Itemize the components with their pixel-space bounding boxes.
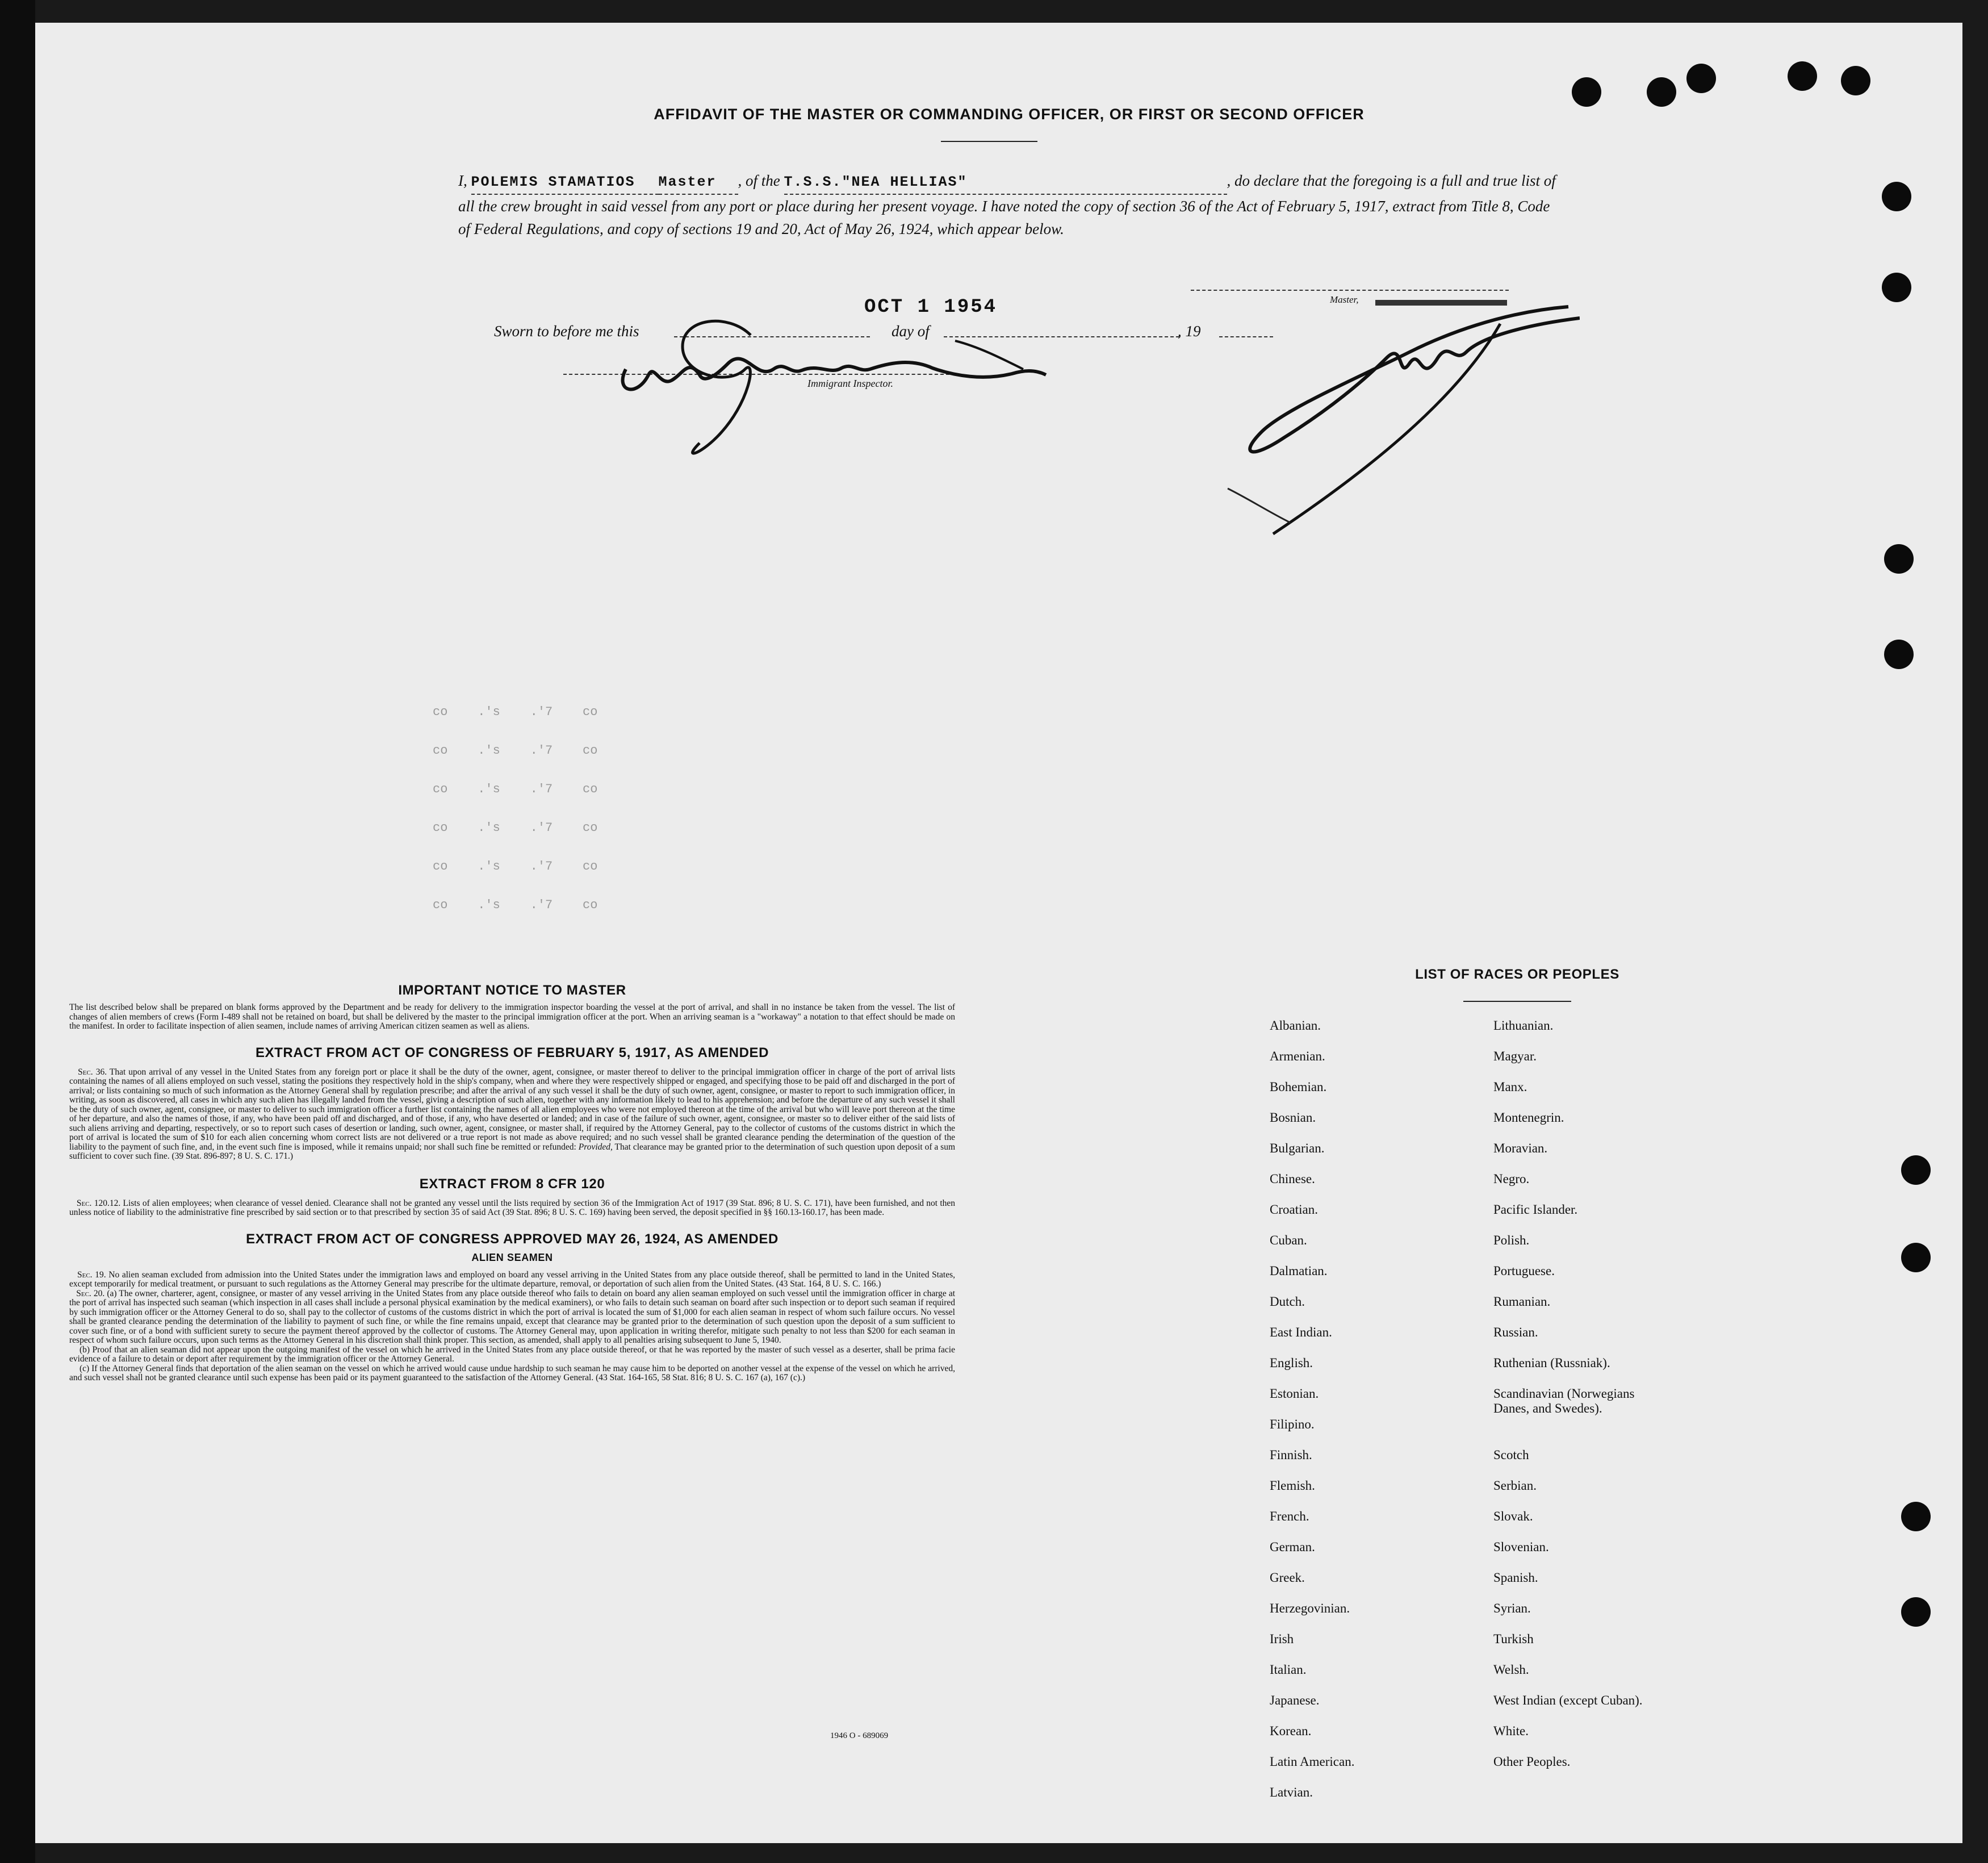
race-item: Latin American. <box>1270 1755 1355 1769</box>
race-item: West Indian (except Cuban). <box>1493 1693 1643 1707</box>
day-of-text: day of <box>892 323 930 340</box>
scan-background <box>0 0 35 1863</box>
vessel-name: T.S.S."NEA HELLIAS" <box>784 174 968 190</box>
declaration-paragraph <box>458 169 1566 240</box>
races-right-column <box>1493 1018 1643 1785</box>
extract-1924-sec20b: (b) Proof that an alien seaman did not appear upon the outgoing manifest of the vessel on which he arrived in the United States from any place outside thereof, or that he was reported by the master of such vessel as a deserter, shall be prima facie evidence of a failure to detain or deport after requirement by the immigration officer or the Attorney General. <box>69 1344 955 1364</box>
extract-cfr-title: EXTRACT FROM 8 CFR 120 <box>419 1176 605 1192</box>
race-item: Filipino. <box>1270 1417 1315 1431</box>
race-item: English. <box>1270 1356 1313 1370</box>
race-item: Magyar. <box>1493 1049 1537 1063</box>
punch-hole <box>1884 544 1914 574</box>
race-item: Chinese. <box>1270 1172 1315 1186</box>
race-item: Lithuanian. <box>1493 1018 1554 1033</box>
race-item: Rumanian. <box>1493 1294 1551 1309</box>
race-item: Armenian. <box>1270 1049 1325 1063</box>
race-item: French. <box>1270 1509 1309 1523</box>
extract-1924-title: EXTRACT FROM ACT OF CONGRESS APPROVED MAY 26, 1924, AS AMENDED <box>246 1231 779 1247</box>
punch-hole <box>1882 273 1911 302</box>
race-item: Welsh. <box>1493 1663 1529 1677</box>
master-signature <box>1216 290 1580 540</box>
extract-1924-subtitle: ALIEN SEAMEN <box>471 1251 553 1263</box>
legal-text-column <box>69 983 955 1383</box>
notice-text: The list described below shall be prepared on blank forms approved by the Department and be ready for delivery to the immigration inspector boarding the vessel at the port of arrival, and shall in no instance be taken from the vessel. The list of changes of alien members of crews (Form I-489 shall not be retained on board, but shall be delivered by the master to the principal immigration officer at the port. When an arriving seaman is a "workaway" a notation to that effect should be made on the manifest. In order to facilitate inspection of alien seamen, include names of arriving American citizen seamen as well as aliens. <box>69 1002 955 1031</box>
race-item: Ruthenian (Russniak). <box>1493 1356 1610 1370</box>
punch-hole <box>1882 182 1911 211</box>
master-name: POLEMIS STAMATIOS <box>471 174 635 190</box>
race-item: Serbian. <box>1493 1478 1537 1493</box>
extract-1917-title: EXTRACT FROM ACT OF CONGRESS OF FEBRUARY 5, 1917, AS AMENDED <box>255 1045 769 1060</box>
race-item: Greek. <box>1270 1570 1305 1585</box>
race-item: Scotch <box>1493 1448 1529 1462</box>
race-item: Cuban. <box>1270 1233 1307 1247</box>
race-item: Portuguese. <box>1493 1264 1555 1278</box>
race-item: Latvian. <box>1270 1785 1313 1799</box>
punch-hole <box>1901 1155 1931 1185</box>
race-item: Finnish. <box>1270 1448 1312 1462</box>
title-rule <box>941 141 1037 142</box>
notice-title: IMPORTANT NOTICE TO MASTER <box>398 983 626 998</box>
declaration-body: that the foregoing is a full and true list of all the crew brought in said vessel from any port or place during her present voyage. I have noted the copy of section 36 of the Act of February 5, 1917, extract from Title 8, Code of Federal Regulations, and copy of sections 19 and 20, Act of May 26, 1924, which appear below. <box>458 172 1556 237</box>
race-item: Scandinavian (Norwegians Danes, and Swedes). <box>1493 1386 1635 1415</box>
race-item: Moravian. <box>1493 1141 1548 1155</box>
races-title-rule <box>1463 1001 1571 1002</box>
punch-hole <box>1647 77 1676 107</box>
race-item: Slovenian. <box>1493 1540 1549 1554</box>
race-item: Syrian. <box>1493 1601 1531 1615</box>
race-item: Russian. <box>1493 1325 1538 1339</box>
punch-hole <box>1901 1597 1931 1627</box>
race-item: Italian. <box>1270 1663 1307 1677</box>
race-item: Croatian. <box>1270 1202 1318 1217</box>
punch-hole <box>1686 64 1716 93</box>
punch-hole <box>1901 1502 1931 1531</box>
race-item: Estonian. <box>1270 1386 1319 1401</box>
race-item: White. <box>1493 1724 1529 1738</box>
of-the-text: , of the <box>738 172 780 189</box>
bleed-through-marks: co .'s .'7 co co .'s .'7 co co .'s .'7 co co .'s .'7 co co .'s .'7 co co .'s .'7 co <box>433 705 598 912</box>
do-declare-text: , do declare <box>1227 172 1299 189</box>
punch-hole <box>1841 66 1870 95</box>
race-item: Pacific Islander. <box>1493 1202 1578 1217</box>
date-stamp: OCT 1 1954 <box>864 296 998 318</box>
race-item: Polish. <box>1493 1233 1530 1247</box>
race-item: German. <box>1270 1540 1315 1554</box>
race-item: Other Peoples. <box>1493 1755 1571 1769</box>
race-item: Japanese. <box>1270 1693 1320 1707</box>
race-item: East Indian. <box>1270 1325 1332 1339</box>
race-item: Turkish <box>1493 1632 1534 1646</box>
race-item: Bulgarian. <box>1270 1141 1325 1155</box>
master-role: Master <box>658 174 717 190</box>
race-item: Bosnian. <box>1270 1110 1316 1125</box>
race-item: Albanian. <box>1270 1018 1321 1033</box>
races-left-column <box>1270 1018 1354 1816</box>
punch-hole <box>1884 640 1914 669</box>
race-item: Irish <box>1270 1632 1294 1646</box>
races-title: LIST OF RACES OR PEOPLES <box>1415 967 1619 982</box>
extract-1924-sec19: Sec. 19. No alien seaman excluded from admission into the United States under the immigration laws and employed on board any vessel arriving in the United States from any place outside thereof, shall be permitted to land in the United States, except temporarily for medical treatment, or pursuant to such regulations as the Attorney General may prescribe for the ultimate departure, removal, or deportation of such alien from the United States. (43 Stat. 164, 8 U. S. C. 166.) <box>69 1269 956 1289</box>
race-item: Dutch. <box>1270 1294 1305 1309</box>
race-item: Spanish. <box>1493 1570 1538 1585</box>
year-prefix-text: , 19 <box>1178 323 1201 340</box>
race-item: Korean. <box>1270 1724 1312 1738</box>
extract-1917-text: Sec. 36. That upon arrival of any vessel in the United States from any foreign port or place it shall be the duty of the owner, agent, consignee, or master thereof to deliver to the principal immigration officer in charge of the port of arrival lists containing the names of all aliens employed on such vessel, stating the positions they respectively hold in the ship's company, when and where they were respectively shipped or engaged, and specifying those to be paid off and discharged in the port of arrival; or lists containing so much of such information as the Attorney General shall by regulation prescribe; and after the arrival of any such vessel it shall be the duty of such owner, agent, consignee, or master to report to such immigration officer, in writing, as soon as discovered, all cases in which any such alien has illegally landed from the vessel, giving a description of such alien, together with any information likely to lead to his apprehension; and before the departure of any such vessel it shall be the duty of such owner, agent, consignee, or master to deliver to such immigration officer a further list containing the names of all alien employees who were not employed thereon at the time of the arrival but who will leave port thereon at the time of her departure, and also the names of those, if any, who have been paid off and discharged, and of those, if any, who have deserted or landed; and in case of the failure of such owner, agent, consignee, or master so to deliver either of the said lists of such aliens arriving and departing, respectively, or so to report such cases of desertion or landing, such owner, agent, consignee, or master shall, if required by the Attorney General, pay to the collector of customs of the customs district in which the port of arrival is located the sum of $10 for each alien concerning whom correct lists are not delivered or a true report is not made as above required; and no such vessel shall be granted clearance pending the determination of the question of the liability to the payment of such fine, and, in the event such fine is imposed, while it remains unpaid; nor shall such fine be remitted or refunded: Provided, That clearance may be granted prior to the determination of such question upon deposit of a sum sufficient to cover such fine. (39 Stat. 896-897; 8 U. S. C. 171.) <box>69 1067 955 1161</box>
race-item: Bohemian. <box>1270 1080 1327 1094</box>
inspector-label: Immigrant Inspector. <box>807 378 893 389</box>
race-item: Montenegrin. <box>1493 1110 1564 1125</box>
affidavit-title: AFFIDAVIT OF THE MASTER OR COMMANDING OFFICER, OR FIRST OR SECOND OFFICER <box>654 106 1365 123</box>
race-item: Negro. <box>1493 1172 1530 1186</box>
master-label: Master, <box>1330 294 1359 305</box>
race-item: Slovak. <box>1493 1509 1533 1523</box>
race-item: Herzegovinian. <box>1270 1601 1350 1615</box>
inspector-signature <box>614 301 1069 471</box>
extract-1924-sec20c: (c) If the Attorney General finds that deportation of the alien seaman on the vessel on which he arrived would cause undue hardship to such seaman he may cause him to be deported on another vessel at the expense of the vessel on which he arrived, and such vessel shall not be granted clearance until such expense has been paid or its payment guaranteed to the satisfaction of the Attorney General. (43 Stat. 164-165, 58 Stat. 816; 8 U. S. C. 167 (a), 167 (c).) <box>69 1363 955 1382</box>
extract-cfr-text: Sec. 120.12. Lists of alien employees; when clearance of vessel denied. Clearance shall not be granted any vessel until the lists required by section 36 of the Immigration Act of 1917 (39 Stat. 896; 8 U. S. C. 171), have been furnished, and not then unless notice of liability to the administrative fine prescribed by said section or to that prescribed by section 35 of said Act (39 Stat. 896; 8 U. S. C. 169) having been served, the deposit specified in §§ 160.13-160.17, has been made. <box>69 1198 956 1217</box>
sworn-text: Sworn to before me this <box>494 323 639 340</box>
punch-hole <box>1901 1243 1931 1272</box>
race-item: Dalmatian. <box>1270 1264 1328 1278</box>
race-item: Manx. <box>1493 1080 1527 1094</box>
punch-hole <box>1572 77 1601 107</box>
race-item: Flemish. <box>1270 1478 1315 1493</box>
race-item <box>1493 1417 1643 1448</box>
punch-hole <box>1788 61 1817 91</box>
print-code: 1946 O - 689069 <box>830 1731 889 1740</box>
declaration-prefix: I, <box>458 172 467 189</box>
manifest-page <box>35 23 1962 1843</box>
extract-1924-sec20: Sec. 20. (a) The owner, charterer, agent, consignee, or master of any vessel arriving in the United States from any place outside thereof who fails to detain on board any alien seaman employed on such vessel until the immigration officer in charge at the port of arrival has inspected such seaman (which inspection in all cases shall include a personal physical examination by the medical examiners), or who fails to detain such seaman on board after such inspection or to deport such seaman if required by such immigration officer or the Attorney General to do so, shall pay to the collector of customs of the customs district in which the port of arrival is located the sum of $1,000 for each alien seaman in respect of whom such failure occurs. No vessel shall be granted clearance pending the determination of the liability to payment of such fine, or while the fine remains unpaid, except that clearance may be granted prior to the determination of such question upon the deposit of a sum sufficient to cover such fine, or of a bond with sufficient surety to secure the payment thereof approved by the collector of customs. The Attorney General may, upon application in writing therefor, mitigate such penalty to not less than $200 for each seaman in respect of whom such failure occurs, upon such terms as the Attorney General in his discretion shall think proper. This section, as amended, shall apply to all penalties arising subsequent to June 5, 1940. <box>69 1288 956 1345</box>
